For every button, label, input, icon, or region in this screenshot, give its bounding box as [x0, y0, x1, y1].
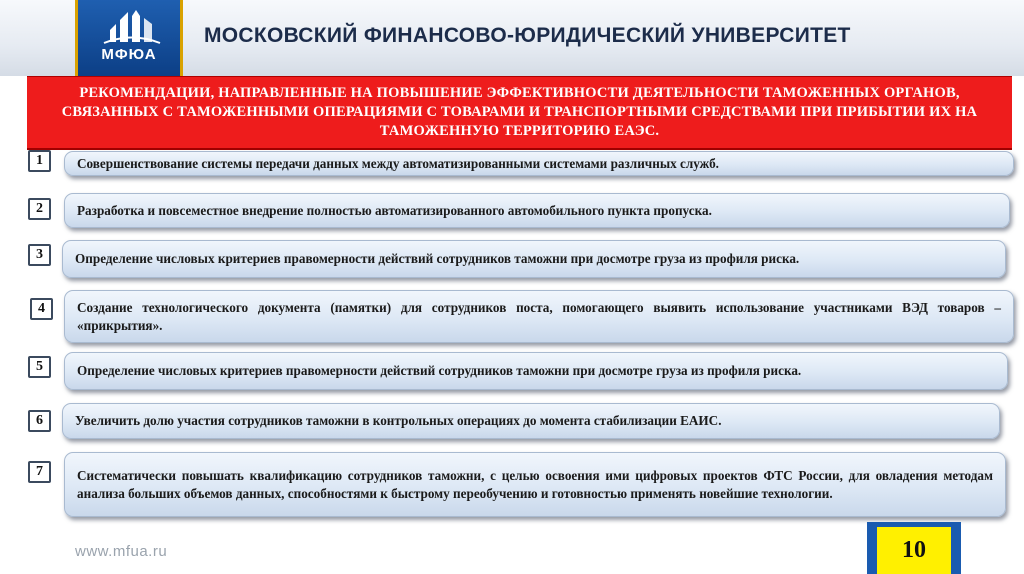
list-item-7	[64, 452, 1006, 517]
university-name: МОСКОВСКИЙ ФИНАНСОВО-ЮРИДИЧЕСКИЙ УНИВЕРСИТЕТ	[204, 24, 851, 47]
list-item-2	[64, 193, 1010, 228]
list-item-5	[64, 352, 1008, 390]
logo-text: МФЮА	[101, 46, 157, 63]
item-number-5: 5	[28, 356, 51, 378]
page-title: РЕКОМЕНДАЦИИ, НАПРАВЛЕННЫЕ НА ПОВЫШЕНИЕ ЭФФЕКТИВНОСТИ ДЕЯТЕЛЬНОСТИ ТАМОЖЕННЫХ ОРГАНОВ, СВЯЗАННЫХ С ТАМОЖЕННЫМИ ОПЕРАЦИЯМИ С ТОВАРАМИ И ТРАНСПОРТНЫМИ СРЕДСТВАМИ ПРИ ПРИБЫТИИ ИХ НА ТАМОЖЕННУЮ ТЕРРИТОРИЮ ЕАЭС.	[61, 85, 978, 139]
page-number: 10	[877, 527, 951, 574]
item-number-2: 2	[28, 198, 51, 220]
item-number-6: 6	[28, 410, 51, 432]
list-item-text: Определение числовых критериев правомерности действий сотрудников таможни при досмотре груза из профиля риска.	[75, 251, 800, 266]
list-item-1	[64, 151, 1014, 176]
list-item-4	[64, 290, 1014, 343]
item-number-4: 4	[30, 298, 53, 320]
list-item-6	[62, 403, 1000, 439]
logo-emblem-icon	[102, 8, 162, 44]
page-title-box	[27, 76, 1012, 150]
item-number-1: 1	[28, 150, 51, 172]
list-item-text: Создание технологического документа (памятки) для сотрудников поста, помогающего выявить использование участниками ВЭД товаров – «прикрытия».	[77, 299, 1001, 333]
list-item-text: Систематически повышать квалификацию сотрудников таможни, с целью освоения ими цифровых проектов ФТС России, для овладения методам анализа больших объемов данных, способностями к быстрому переобучению и готовностью применять новейшие технологии.	[77, 467, 993, 501]
item-number-7: 7	[28, 461, 51, 483]
list-item-text: Увеличить долю участия сотрудников таможни в контрольных операциях до момента стабилизации ЕАИС.	[75, 413, 722, 428]
list-item-text: Совершенствование системы передачи данных между автоматизированными системами различных служб.	[77, 155, 719, 171]
university-logo[interactable]	[75, 0, 183, 76]
list-item-text: Определение числовых критериев правомерности действий сотрудников таможни при досмотре груза из профиля риска.	[77, 363, 802, 378]
list-item-text: Разработка и повсеместное внедрение полностью автоматизированного автомобильного пункта пропуска.	[77, 202, 712, 218]
item-number-3: 3	[28, 244, 51, 266]
list-item-3	[62, 240, 1006, 278]
footer-url[interactable]: www.mfua.ru	[75, 543, 168, 560]
